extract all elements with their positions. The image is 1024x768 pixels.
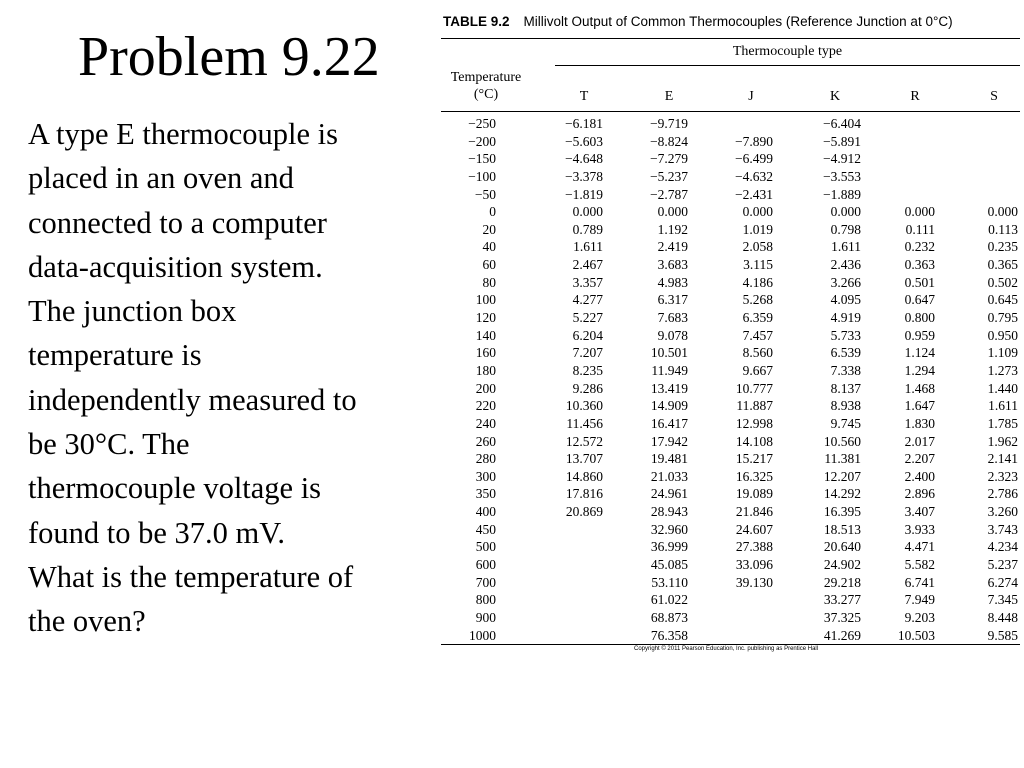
voltage-cell: −1.819 — [565, 186, 603, 202]
table-row — [441, 238, 1020, 256]
voltage-cell: −6.499 — [735, 151, 773, 167]
voltage-cell: 15.217 — [735, 451, 773, 467]
voltage-cell: 2.207 — [904, 451, 935, 467]
voltage-cell: 16.395 — [823, 504, 861, 520]
voltage-cell: 7.683 — [657, 310, 688, 326]
voltage-cell: 4.277 — [572, 292, 603, 308]
temperature-cell: 120 — [475, 310, 496, 326]
voltage-cell: 2.058 — [742, 239, 773, 255]
voltage-cell: 5.733 — [830, 327, 861, 343]
table-row — [441, 344, 1020, 362]
voltage-cell: 7.457 — [742, 327, 773, 343]
voltage-cell: 6.359 — [742, 310, 773, 326]
voltage-cell: 76.358 — [650, 627, 688, 643]
column-header-K: K — [829, 89, 841, 104]
voltage-cell: 4.095 — [830, 292, 861, 308]
voltage-cell: 3.743 — [987, 521, 1018, 537]
voltage-cell: 11.949 — [651, 362, 688, 378]
voltage-cell: 20.640 — [823, 539, 861, 555]
voltage-cell: 33.096 — [735, 557, 773, 573]
column-header-J: J — [748, 89, 754, 104]
voltage-cell: 9.745 — [830, 415, 861, 431]
voltage-cell: 20.869 — [565, 504, 603, 520]
table-number: TABLE 9.2 — [443, 14, 510, 29]
voltage-cell: 1.611 — [573, 239, 603, 255]
voltage-cell: 0.365 — [987, 257, 1018, 273]
problem-line: What is the temperature of — [28, 559, 354, 594]
temperature-cell: 140 — [475, 327, 496, 343]
temperature-cell: 700 — [475, 574, 496, 590]
voltage-cell: 4.186 — [742, 274, 773, 290]
voltage-cell: 0.000 — [987, 204, 1018, 220]
voltage-cell: −8.824 — [650, 133, 688, 149]
voltage-cell: 8.938 — [830, 398, 861, 414]
table-row — [441, 627, 1020, 645]
table-row — [441, 309, 1020, 327]
problem-line: connected to a computer — [28, 205, 327, 240]
table-row — [441, 221, 1020, 239]
table-row — [441, 397, 1020, 415]
voltage-cell: 1.019 — [742, 221, 773, 237]
voltage-cell: 53.110 — [651, 574, 688, 590]
voltage-cell: 3.933 — [904, 521, 935, 537]
voltage-cell: 1.611 — [988, 398, 1018, 414]
voltage-cell: 27.388 — [735, 539, 773, 555]
temperature-header-unit: (°C) — [473, 87, 499, 102]
temperature-cell: 300 — [475, 468, 496, 484]
voltage-cell: 7.345 — [987, 592, 1018, 608]
voltage-cell: 6.274 — [987, 574, 1018, 590]
temperature-cell: −100 — [468, 168, 496, 184]
voltage-cell: 10.560 — [823, 433, 861, 449]
voltage-cell: 6.317 — [657, 292, 688, 308]
table-bottom-rule — [441, 644, 1020, 645]
voltage-cell: 5.227 — [572, 310, 603, 326]
voltage-cell: 21.033 — [650, 468, 688, 484]
voltage-cell: 0.000 — [657, 204, 688, 220]
voltage-cell: 4.919 — [830, 310, 861, 326]
voltage-cell: 33.277 — [823, 592, 861, 608]
voltage-cell: 1.294 — [904, 362, 935, 378]
voltage-cell: 19.481 — [650, 451, 688, 467]
table-row — [441, 415, 1020, 433]
voltage-cell: 0.363 — [904, 257, 935, 273]
voltage-cell: −2.431 — [735, 186, 773, 202]
temperature-cell: 160 — [475, 345, 496, 361]
voltage-cell: 9.078 — [657, 327, 688, 343]
voltage-cell: 12.998 — [735, 415, 773, 431]
voltage-cell: 6.204 — [572, 327, 603, 343]
voltage-cell: 9.203 — [904, 609, 935, 625]
voltage-cell: 10.777 — [735, 380, 773, 396]
voltage-cell: 0.000 — [830, 204, 861, 220]
voltage-cell: −4.912 — [823, 151, 861, 167]
table-row — [441, 591, 1020, 609]
voltage-cell: 5.237 — [987, 557, 1018, 573]
problem-line: placed in an oven and — [28, 161, 294, 196]
voltage-cell: 0.235 — [987, 239, 1018, 255]
problem-line: temperature is — [28, 338, 202, 373]
voltage-cell: −2.787 — [650, 186, 688, 202]
temperature-cell: 800 — [475, 592, 496, 608]
voltage-cell: 9.585 — [987, 627, 1018, 643]
voltage-cell: −9.719 — [650, 116, 688, 131]
voltage-cell: 1.647 — [904, 398, 935, 414]
table-row — [441, 362, 1020, 380]
voltage-cell: −3.378 — [565, 168, 603, 184]
voltage-cell: 68.873 — [650, 609, 688, 625]
temperature-cell: −150 — [468, 151, 496, 167]
table-body — [441, 115, 1020, 644]
problem-line: be 30°C. The — [28, 427, 190, 462]
table-top-rule — [441, 38, 1020, 39]
voltage-cell: 11.456 — [566, 415, 603, 431]
table-row — [441, 291, 1020, 309]
voltage-cell: 0.647 — [904, 292, 935, 308]
voltage-cell: −7.279 — [650, 151, 688, 167]
temperature-cell: 180 — [475, 362, 496, 378]
temperature-cell: 20 — [482, 221, 496, 237]
voltage-cell: 2.419 — [657, 239, 688, 255]
temperature-cell: 500 — [475, 539, 496, 555]
voltage-cell: −1.889 — [823, 186, 861, 202]
voltage-cell: 11.381 — [824, 451, 861, 467]
table-row — [441, 256, 1020, 274]
voltage-cell: 0.111 — [905, 221, 935, 237]
temperature-header-label: Temperature — [450, 70, 522, 85]
temperature-cell: −50 — [474, 186, 496, 202]
voltage-cell: 12.207 — [823, 468, 861, 484]
voltage-cell: 3.683 — [657, 257, 688, 273]
voltage-cell: 0.798 — [830, 221, 861, 237]
table-row — [441, 150, 1020, 168]
voltage-cell: 3.266 — [830, 274, 861, 290]
voltage-cell: 1.440 — [987, 380, 1018, 396]
voltage-cell: 3.260 — [987, 504, 1018, 520]
voltage-cell: 3.357 — [572, 274, 603, 290]
voltage-cell: 0.950 — [987, 327, 1018, 343]
voltage-cell: 10.501 — [650, 345, 688, 361]
voltage-cell: −5.891 — [823, 133, 861, 149]
table-row — [441, 609, 1020, 627]
group-header-rule — [555, 65, 1020, 66]
problem-line: found to be 37.0 mV. — [28, 515, 285, 550]
table-row — [441, 133, 1020, 151]
voltage-cell: 1.273 — [987, 362, 1018, 378]
voltage-cell: 0.800 — [904, 310, 935, 326]
voltage-cell: −6.181 — [565, 116, 603, 131]
voltage-cell: 24.902 — [823, 557, 861, 573]
slide-title: Problem 9.22 — [78, 26, 380, 88]
problem-line: independently measured to — [28, 382, 357, 417]
table-row — [441, 485, 1020, 503]
voltage-cell: 16.417 — [650, 415, 688, 431]
voltage-cell: 2.141 — [987, 451, 1018, 467]
voltage-cell: 37.325 — [823, 609, 861, 625]
problem-line: A type E thermocouple is — [28, 117, 339, 151]
voltage-cell: 2.467 — [572, 257, 603, 273]
temperature-cell: 220 — [475, 398, 496, 414]
temperature-cell: −200 — [468, 133, 496, 149]
voltage-cell: 1.611 — [831, 239, 861, 255]
table-row — [441, 556, 1020, 574]
voltage-cell: 6.539 — [830, 345, 861, 361]
problem-line: thermocouple voltage is — [28, 471, 322, 506]
problem-line: The junction box — [28, 294, 237, 329]
voltage-cell: 8.560 — [742, 345, 773, 361]
voltage-cell: −7.890 — [735, 133, 773, 149]
table-row — [441, 538, 1020, 556]
voltage-cell: −4.632 — [735, 168, 773, 184]
voltage-cell: 1.830 — [904, 415, 935, 431]
table-caption — [443, 14, 1020, 29]
temperature-header — [441, 69, 531, 103]
voltage-cell: 2.786 — [987, 486, 1018, 502]
voltage-cell: 13.707 — [565, 451, 603, 467]
voltage-cell: 39.130 — [735, 574, 773, 590]
voltage-cell: −3.553 — [823, 168, 861, 184]
voltage-cell: 17.942 — [650, 433, 688, 449]
table-row — [441, 327, 1020, 345]
temperature-cell: 350 — [475, 486, 496, 502]
temperature-cell: 600 — [475, 557, 496, 573]
voltage-cell: 0.502 — [987, 274, 1018, 290]
voltage-cell: 8.137 — [830, 380, 861, 396]
voltage-cell: −5.237 — [650, 168, 688, 184]
temperature-cell: 60 — [482, 257, 496, 273]
temperature-cell: 450 — [475, 521, 496, 537]
problem-line: data-acquisition system. — [28, 249, 323, 284]
voltage-cell: 0.645 — [987, 292, 1018, 308]
table-row — [441, 168, 1020, 186]
temperature-cell: 1000 — [469, 627, 496, 643]
voltage-cell: 9.667 — [742, 362, 773, 378]
voltage-cell: 1.468 — [904, 380, 935, 396]
voltage-cell: 6.741 — [904, 574, 935, 590]
voltage-cell: 0.000 — [904, 204, 935, 220]
voltage-cell: 4.471 — [904, 539, 935, 555]
problem-statement — [28, 112, 433, 644]
table-row — [441, 450, 1020, 468]
voltage-cell: 0.000 — [742, 204, 773, 220]
temperature-cell: 900 — [475, 609, 496, 625]
temperature-cell: 400 — [475, 504, 496, 520]
voltage-cell: 0.959 — [904, 327, 935, 343]
voltage-cell: 41.269 — [823, 627, 861, 643]
voltage-cell: 12.572 — [565, 433, 603, 449]
temperature-cell: −250 — [468, 116, 496, 131]
voltage-cell: 8.448 — [987, 609, 1018, 625]
voltage-cell: 11.887 — [736, 398, 773, 414]
voltage-cell: 28.943 — [650, 504, 688, 520]
voltage-cell: 1.785 — [987, 415, 1018, 431]
voltage-cell: 24.607 — [735, 521, 773, 537]
voltage-cell: 14.909 — [650, 398, 688, 414]
voltage-cell: −6.404 — [823, 116, 861, 131]
voltage-cell: 0.789 — [572, 221, 603, 237]
voltage-cell: 13.419 — [650, 380, 688, 396]
column-header-E: E — [664, 89, 674, 104]
voltage-cell: 21.846 — [735, 504, 773, 520]
table-row — [441, 521, 1020, 539]
table-row — [441, 468, 1020, 486]
table-row — [441, 574, 1020, 592]
voltage-cell: 36.999 — [650, 539, 688, 555]
voltage-cell: 9.286 — [572, 380, 603, 396]
voltage-cell: 61.022 — [650, 592, 688, 608]
table-row — [441, 186, 1020, 204]
column-header-T: T — [579, 89, 589, 104]
voltage-cell: 1.109 — [987, 345, 1018, 361]
voltage-cell: 32.960 — [650, 521, 688, 537]
temperature-cell: 280 — [475, 451, 496, 467]
voltage-cell: 4.234 — [987, 539, 1018, 555]
problem-line: the oven? — [28, 604, 146, 639]
voltage-cell: 10.503 — [897, 627, 935, 643]
table-row — [441, 274, 1020, 292]
table-row — [441, 503, 1020, 521]
voltage-cell: 2.896 — [904, 486, 935, 502]
column-header-S: S — [990, 89, 998, 104]
voltage-cell: 19.089 — [735, 486, 773, 502]
voltage-cell: −4.648 — [565, 151, 603, 167]
voltage-cell: 0.232 — [904, 239, 935, 255]
thermocouple-table — [441, 8, 1020, 658]
voltage-cell: 1.124 — [904, 345, 935, 361]
voltage-cell: 24.961 — [650, 486, 688, 502]
voltage-cell: 8.235 — [572, 362, 603, 378]
table-row — [441, 380, 1020, 398]
voltage-cell: 10.360 — [565, 398, 603, 414]
voltage-cell: 1.192 — [657, 221, 688, 237]
voltage-cell: 2.436 — [830, 257, 861, 273]
voltage-cell: 18.513 — [823, 521, 861, 537]
voltage-cell: 29.218 — [823, 574, 861, 590]
voltage-cell: 1.962 — [987, 433, 1018, 449]
temperature-cell: 100 — [475, 292, 496, 308]
table-row — [441, 433, 1020, 451]
temperature-cell: 260 — [475, 433, 496, 449]
table-row — [441, 115, 1020, 133]
temperature-cell: 40 — [482, 239, 496, 255]
voltage-cell: 0.795 — [987, 310, 1018, 326]
voltage-cell: 2.017 — [904, 433, 935, 449]
temperature-cell: 0 — [489, 204, 496, 220]
voltage-cell: 5.268 — [742, 292, 773, 308]
voltage-cell: 14.860 — [565, 468, 603, 484]
voltage-cell: 3.115 — [743, 257, 773, 273]
voltage-cell: 3.407 — [904, 504, 935, 520]
table-row — [441, 203, 1020, 221]
voltage-cell: 14.108 — [735, 433, 773, 449]
voltage-cell: 45.085 — [650, 557, 688, 573]
voltage-cell: 7.338 — [830, 362, 861, 378]
temperature-cell: 80 — [482, 274, 496, 290]
voltage-cell: 0.000 — [572, 204, 603, 220]
voltage-cell: 4.983 — [657, 274, 688, 290]
voltage-cell: 7.949 — [904, 592, 935, 608]
group-header: Thermocouple type — [732, 44, 843, 59]
voltage-cell: 2.323 — [987, 468, 1018, 484]
table-caption-text: Millivolt Output of Common Thermocouples (Reference Junction at 0°C) — [523, 14, 953, 29]
temperature-cell: 240 — [475, 415, 496, 431]
voltage-cell: 0.113 — [988, 221, 1018, 237]
temperature-cell: 200 — [475, 380, 496, 396]
voltage-cell: −5.603 — [565, 133, 603, 149]
voltage-cell: 0.501 — [904, 274, 935, 290]
copyright-note: Copyright © 2011 Pearson Education, Inc. publishing as Prentice Hall — [634, 646, 819, 652]
voltage-cell: 17.816 — [565, 486, 603, 502]
voltage-cell: 5.582 — [904, 557, 935, 573]
header-bottom-rule — [441, 111, 1020, 112]
voltage-cell: 7.207 — [572, 345, 603, 361]
voltage-cell: 16.325 — [735, 468, 773, 484]
voltage-cell: 2.400 — [904, 468, 935, 484]
column-header-R: R — [910, 89, 920, 104]
voltage-cell: 14.292 — [823, 486, 861, 502]
